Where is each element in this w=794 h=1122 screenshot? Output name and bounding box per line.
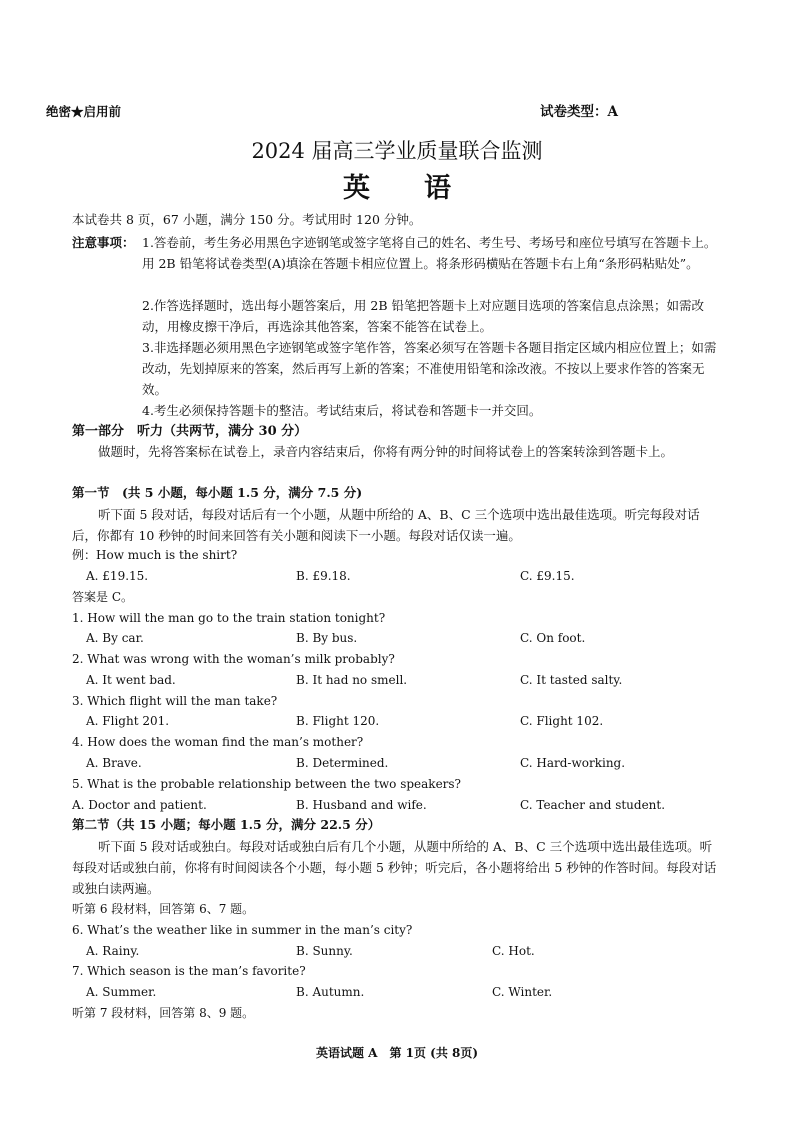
q6-option-a: A. Rainy. (86, 944, 140, 958)
example-option-a: A. £19.15. (86, 569, 149, 583)
question-4: 4. How does the woman find the man’s mother? (72, 735, 364, 749)
q2-option-c: C. It tasted salty. (520, 673, 623, 687)
page-footer: 英语试题 A 第 1页 (共 8页) (315, 1046, 479, 1060)
note-item-4: 4.考生必须保持答题卡的整洁。考试结束后，将试卷和答题卡一并交回。 (142, 403, 542, 418)
q6-option-b: B. Sunny. (296, 944, 353, 958)
question-7: 7. Which season is the man’s favorite? (72, 964, 306, 978)
q3-option-b: B. Flight 120. (296, 714, 380, 728)
question-2: 2. What was wrong with the woman’s milk probably? (72, 652, 395, 666)
q4-option-b: B. Determined. (296, 756, 389, 770)
q5-option-a: A. Doctor and patient. (72, 798, 207, 812)
q7-option-c: C. Winter. (492, 985, 553, 999)
part1-instruction: 做题时，先将答案标在试卷上，录音内容结束后，你将有两分钟的时间将试卷上的答案转涂到答题卡上。 (98, 444, 674, 459)
exam-intro: 本试卷共 8 页，67 小题，满分 150 分。考试用时 120 分钟。 (72, 212, 422, 227)
notes-label: 注意事项： (72, 235, 135, 250)
q1-option-c: C. On foot. (520, 631, 586, 645)
confidential-label: 绝密★启用前 (46, 104, 122, 119)
q4-option-a: A. Brave. (86, 756, 142, 770)
example-option-c: C. £9.15. (520, 569, 575, 583)
q7-option-a: A. Summer. (86, 985, 157, 999)
q1-option-a: A. By car. (86, 631, 144, 645)
subject-title: 英 语 (343, 173, 451, 204)
q2-option-a: A. It went bad. (86, 673, 176, 687)
section1-instruction: 听下面 5 段对话，每段对话后有一个小题，从题中所给的 A、B、C 三个选项中选出最佳选项。听完每段对话后，你都有 10 秒钟的时间来回答有关小题和阅读下一小题。每段对话仅读一遍。 (72, 507, 700, 543)
q7-option-b: B. Autumn. (296, 985, 365, 999)
example-answer: 答案是 C。 (72, 590, 133, 604)
q6-option-c: C. Hot. (492, 944, 535, 958)
q5-option-c: C. Teacher and student. (520, 798, 666, 812)
question-5: 5. What is the probable relationship between the two speakers? (72, 777, 461, 791)
example-option-b: B. £9.18. (296, 569, 351, 583)
section2-instruction: 听下面 5 段对话或独白。每段对话或独白后有几个小题，从题中所给的 A、B、C 三个选项中选出最佳选项。听每段对话或独白前，你将有时间阅读各个小题，每小题 5 秒钟；听完后，各小题将给出 5 秒钟的作答时间。每段对话或独白读两遍。 (72, 839, 717, 896)
section1-heading: 第一节 (共 5 小题，每小题 1.5 分，满分 7.5 分) (72, 485, 363, 500)
q2-option-b: B. It had no smell. (296, 673, 408, 687)
part1-heading: 第一部分 听力（共两节，满分 30 分） (72, 424, 308, 439)
example-question: 例：How much is the shirt? (72, 548, 238, 562)
q1-option-b: B. By bus. (296, 631, 358, 645)
q3-option-c: C. Flight 102. (520, 714, 604, 728)
note-item-3: 3.非选择题必须用黑色字迹钢笔或签字笔作答，答案必须写在答题卡各题目指定区域内相应位置上；如需改动，先划掉原来的答案，然后再写上新的答案；不准使用铅笔和涂改液。不按以上要求作答的答案无效。 (142, 340, 717, 397)
note-item-2: 2.作答选择题时，选出每小题答案后，用 2B 铅笔把答题卡上对应题目选项的答案信息点涂黑；如需改动，用橡皮擦干净后，再选涂其他答案，答案不能答在试卷上。 (142, 298, 705, 334)
paper-type-label: 试卷类型：A (540, 104, 618, 120)
section2-heading: 第二节（共 15 小题；每小题 1.5 分，满分 22.5 分） (72, 817, 381, 832)
note-item-1: 1.答卷前，考生务必用黑色字迹钢笔或签字笔将自己的姓名、考生号、考场号和座位号填写在答题卡上。用 2B 铅笔将试卷类型(A)填涂在答题卡相应位置上。将条形码横贴在答题卡右上角“条形码粘贴处”。 (142, 235, 717, 271)
material-6-note: 听第 6 段材料，回答第 6、7 题。 (72, 902, 255, 916)
q4-option-c: C. Hard-working. (520, 756, 626, 770)
exam-title: 2024 届高三学业质量联合监测 (251, 139, 543, 163)
question-6: 6. What’s the weather like in summer in the man’s city? (72, 923, 413, 937)
question-1: 1. How will the man go to the train station tonight? (72, 611, 386, 625)
q3-option-a: A. Flight 201. (86, 714, 170, 728)
material-7-note: 听第 7 段材料，回答第 8、9 题。 (72, 1006, 255, 1020)
q5-option-b: B. Husband and wife. (296, 798, 427, 812)
question-3: 3. Which flight will the man take? (72, 694, 278, 708)
